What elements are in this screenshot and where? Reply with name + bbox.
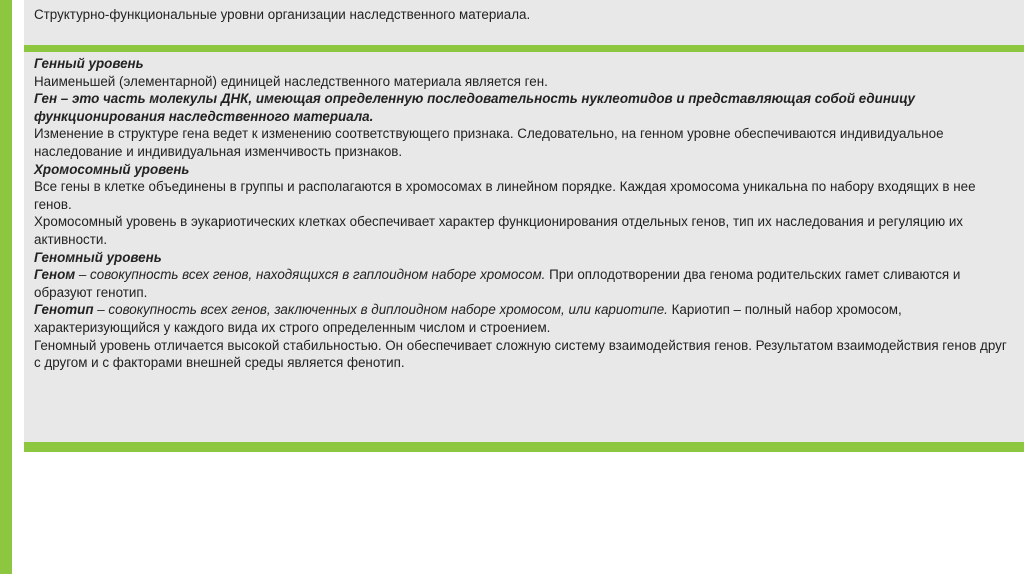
chromosome-level-paragraph-2: Хромосомный уровень в эукариотических клетках обеспечивает характер функционирования отдельных генов, тип их наследования и регуляцию их активности. bbox=[34, 214, 964, 247]
chromosome-level-paragraph-1: Все гены в клетке объединены в группы и располагаются в хромосомах в линейном порядке. Каждая хромосома уникальна по набору входящих в нее генов. bbox=[34, 179, 976, 212]
slide-title: Структурно-функциональные уровни организации наследственного материала. bbox=[34, 7, 531, 22]
genome-definition: – совокупность всех генов, находящихся в гаплоидном наборе хромосом. bbox=[75, 267, 546, 283]
genotype-rest: Кариотип – полный набор хромосом, характеризующийся у каждого вида их строго определенным числом и строением. bbox=[34, 302, 902, 335]
left-accent-bar bbox=[0, 0, 12, 574]
chromosome-level-heading: Хромосомный уровень bbox=[34, 161, 190, 177]
genome-term: Геном bbox=[34, 267, 76, 283]
genome-level-final-paragraph: Геномный уровень отличается высокой стабильностью. Он обеспечивает сложную систему взаимодействия генов. Результатом взаимодействия генов друг с другом и с факторами внешней среды является фенотип. bbox=[34, 337, 1007, 371]
green-divider bbox=[24, 45, 1024, 52]
genotype-definition: – совокупность всех генов, заключенных в диплоидном наборе хромосом, или кариотипе. bbox=[93, 302, 668, 318]
genotype-paragraph bbox=[34, 301, 1009, 336]
bottom-green-band bbox=[24, 442, 1024, 452]
genotype-term: Генотип bbox=[34, 302, 94, 318]
genome-rest: При оплодотворении два генома родительских гамет сливаются и образуют генотип. bbox=[34, 267, 961, 300]
gene-level-paragraph-1: Наименьшей (элементарной) единицей наследственного материала является ген. bbox=[34, 73, 548, 89]
gene-level-heading: Генный уровень bbox=[34, 56, 144, 71]
body-text bbox=[34, 55, 1009, 372]
gene-level-paragraph-2: Изменение в структуре гена ведет к изменению соответствующего признака. Следовательно, на генном уровне обеспечиваются индивидуальное наследование и индивидуальная изменчивость признаков. bbox=[34, 126, 944, 159]
gene-definition: Ген – это часть молекулы ДНК, имеющая определенную последовательность нуклеотидов и представляющая собой единицу функционирования наследственного материала. bbox=[34, 91, 916, 124]
genome-level-heading: Геномный уровень bbox=[34, 249, 162, 265]
genome-paragraph bbox=[34, 266, 1009, 301]
